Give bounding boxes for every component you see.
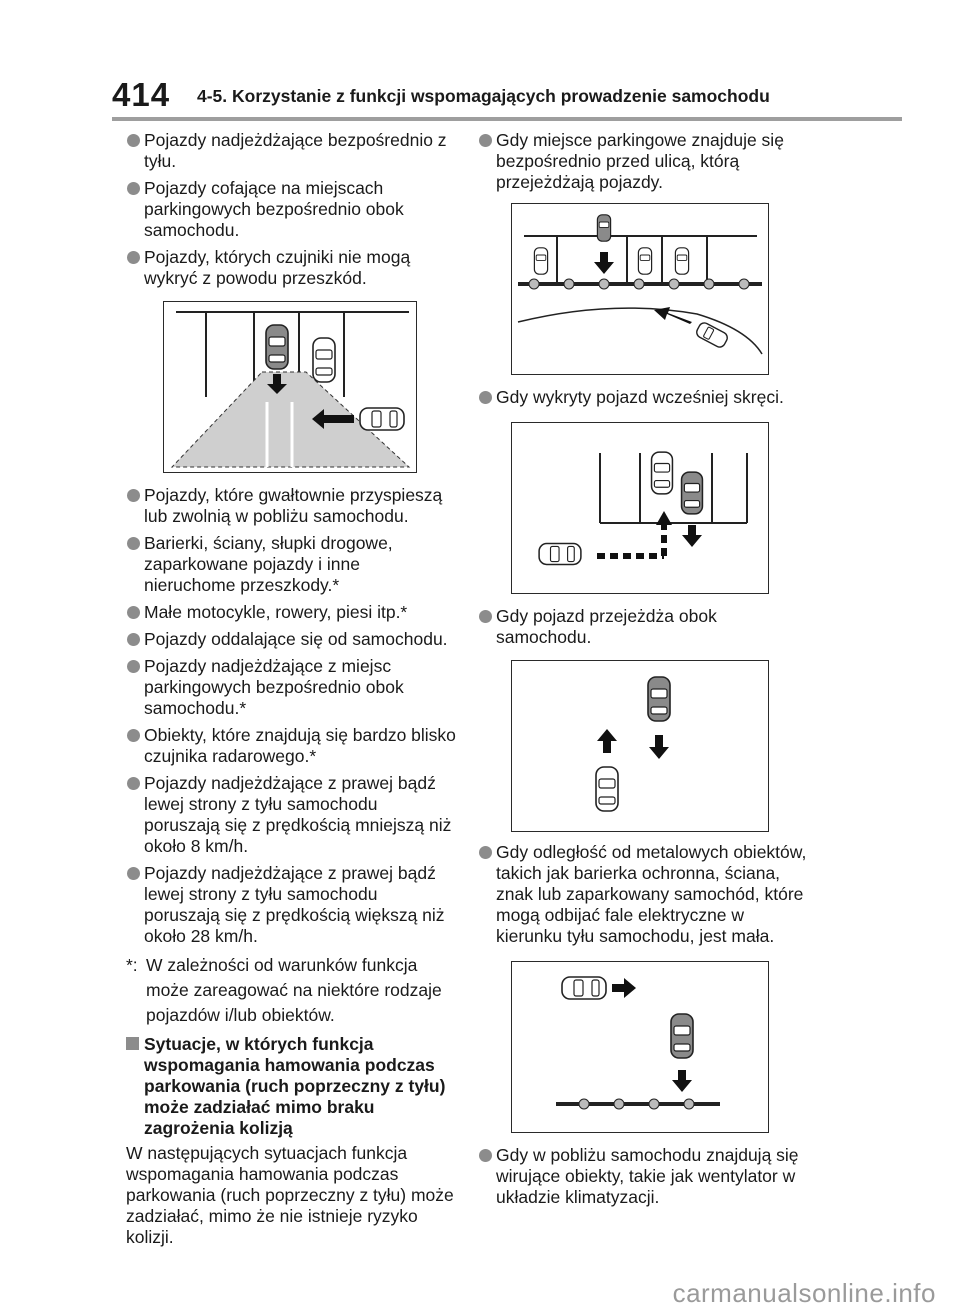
figure-obstructed-sensor bbox=[163, 301, 417, 473]
list-item bbox=[126, 130, 456, 172]
list-item bbox=[126, 656, 456, 719]
figure-vehicle-passes-alongside bbox=[511, 660, 769, 832]
bullet-text: Pojazdy cofające na miejscach parkingowych bezpośrednio obok samochodu. bbox=[144, 178, 404, 240]
bullet-dot-icon bbox=[127, 182, 140, 195]
bullet-text: Pojazdy nadjeżdżające z prawej bądź lewej strony z tyłu samochodu poruszają się z prędkością mniejszą niż około 8 km/h. bbox=[144, 773, 452, 856]
subhead-text: Sytuacje, w których funkcja wspomagania hamowania podczas parkowania (ruch poprzeczny z tyłu) może zadziałać mimo braku zagrożenia kolizją bbox=[144, 1034, 446, 1138]
list-item bbox=[478, 606, 808, 648]
right-column bbox=[478, 130, 808, 1214]
bullet-text: Obiekty, które znajdują się bardzo blisko czujnika radarowego.* bbox=[144, 725, 456, 766]
bullet-dot-icon bbox=[127, 660, 140, 673]
figure-vehicle-turns-early bbox=[511, 422, 769, 594]
list-item bbox=[126, 247, 456, 289]
page-number: 414 bbox=[112, 76, 171, 113]
bullet-text: Pojazdy, których czujniki nie mogą wykryć z powodu przeszkód. bbox=[144, 247, 411, 288]
bullet-dot-icon bbox=[127, 537, 140, 550]
header-rule bbox=[112, 117, 902, 121]
bullet-dot-icon bbox=[127, 489, 140, 502]
list-item bbox=[478, 387, 808, 408]
bullet-dot-icon bbox=[479, 846, 492, 859]
list-item bbox=[126, 602, 456, 623]
figure-near-metal-objects bbox=[511, 961, 769, 1133]
square-bullet-icon bbox=[126, 1037, 139, 1050]
list-item bbox=[126, 773, 456, 857]
body-paragraph: W następujących sytuacjach funkcja wspomagania hamowania podczas parkowania (ruch poprzeczny z tyłu) może zadziałać, mimo że nie istnieje ryzyko kolizji. bbox=[126, 1143, 454, 1247]
list-item bbox=[126, 629, 456, 650]
footnote-marker: *: bbox=[126, 955, 138, 975]
bullet-text: Pojazdy, które gwałtownie przyspieszą lub zwolnią w pobliżu samochodu. bbox=[144, 485, 443, 526]
footnote-text: W zależności od warunków funkcja może zareagować na niektóre rodzaje pojazdów i/lub obiektów. bbox=[146, 955, 442, 1025]
bullet-text: Pojazdy nadjeżdżające z miejsc parkingowych bezpośrednio obok samochodu.* bbox=[144, 656, 404, 718]
list-item bbox=[126, 178, 456, 241]
bullet-text: Pojazdy oddalające się od samochodu. bbox=[144, 629, 448, 649]
bullet-dot-icon bbox=[127, 729, 140, 742]
bullet-dot-icon bbox=[479, 134, 492, 147]
bullet-text: Małe motocykle, rowery, piesi itp.* bbox=[144, 602, 408, 622]
bullet-text: Gdy odległość od metalowych obiektów, takich jak barierka ochronna, ściana, znak lub zaparkowany samochód, które mogą odbijać fale elektryczne w kierunku tyłu samochodu, jest mała. bbox=[496, 842, 807, 946]
figure-parking-before-street bbox=[511, 203, 769, 375]
section-subhead bbox=[126, 1034, 456, 1139]
bullet-text: Gdy wykryty pojazd wcześniej skręci. bbox=[496, 387, 784, 407]
bullet-dot-icon bbox=[127, 633, 140, 646]
bullet-dot-icon bbox=[127, 251, 140, 264]
bullet-dot-icon bbox=[127, 134, 140, 147]
bullet-dot-icon bbox=[127, 777, 140, 790]
list-item bbox=[478, 842, 808, 947]
bullet-dot-icon bbox=[127, 606, 140, 619]
bullet-dot-icon bbox=[127, 867, 140, 880]
bullet-text: Gdy miejsce parkingowe znajduje się bezpośrednio przed ulicą, którą przejeżdżają pojazdy. bbox=[496, 130, 784, 192]
list-item bbox=[126, 725, 456, 767]
bullet-dot-icon bbox=[479, 1149, 492, 1162]
bullet-dot-icon bbox=[479, 391, 492, 404]
footnote bbox=[126, 953, 456, 1028]
watermark: carmanualsonline.info bbox=[672, 1278, 936, 1308]
list-item bbox=[126, 533, 456, 596]
list-item bbox=[478, 1145, 808, 1208]
bullet-dot-icon bbox=[479, 610, 492, 623]
list-item bbox=[126, 485, 456, 527]
list-item bbox=[126, 863, 456, 947]
bullet-text: Pojazdy nadjeżdżające bezpośrednio z tyłu. bbox=[144, 130, 447, 171]
left-column bbox=[126, 130, 456, 1254]
list-item bbox=[478, 130, 808, 193]
bullet-text: Gdy pojazd przejeżdża obok samochodu. bbox=[496, 606, 717, 647]
bullet-text: Pojazdy nadjeżdżające z prawej bądź lewej strony z tyłu samochodu poruszają się z prędkością większą niż około 28 km/h. bbox=[144, 863, 445, 946]
bullet-text: Gdy w pobliżu samochodu znajdują się wirujące obiekty, takie jak wentylator w układzie klimatyzacji. bbox=[496, 1145, 799, 1207]
bullet-text: Barierki, ściany, słupki drogowe, zaparkowane pojazdy i inne nieruchome przeszkody.* bbox=[144, 533, 393, 595]
section-title: 4-5. Korzystanie z funkcji wspomagających prowadzenie samochodu bbox=[197, 86, 770, 106]
